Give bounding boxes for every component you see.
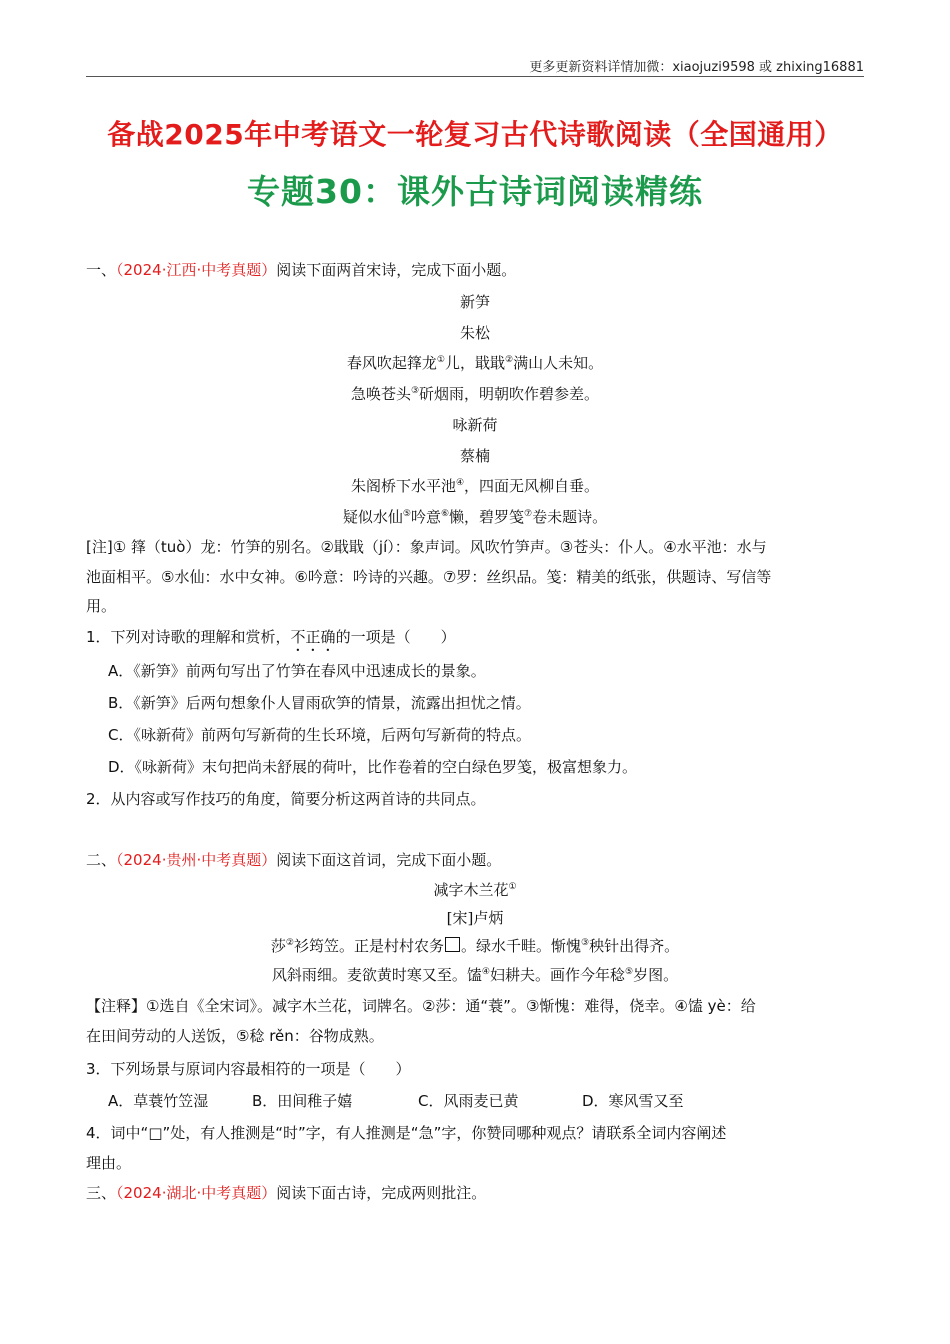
q1-option-a: A．《新笋》前两句写出了竹笋在春风中迅速成长的景象。 bbox=[108, 662, 486, 680]
section1-heading bbox=[86, 260, 864, 280]
poem1-author: 朱松 bbox=[459, 324, 490, 342]
poem2-author: 蔡楠 bbox=[459, 447, 490, 465]
section3-instruction: 阅读下面古诗，完成两则批注。 bbox=[276, 1184, 487, 1202]
section1-number: 一、 bbox=[86, 261, 117, 279]
section2-note-line2: 在田间劳动的人送饭，⑤稔 rěn：谷物成熟。 bbox=[86, 1027, 384, 1045]
section2-source: （2024·贵州·中考真题） bbox=[116, 851, 277, 869]
question-2: 2．从内容或写作技巧的角度，简要分析这两首诗的共同点。 bbox=[86, 790, 486, 808]
section1-note-line3: 用。 bbox=[86, 597, 117, 615]
sub-title: 专题30：课外古诗词阅读精练 bbox=[247, 172, 703, 211]
q1-option-c: C．《咏新荷》前两句写新荷的生长环境，后两句写新荷的特点。 bbox=[108, 726, 531, 744]
poem2-line2: 疑似水仙⑤吟意⑥懒，碧罗笺⑦卷未题诗。 bbox=[342, 508, 608, 526]
section2-instruction: 阅读下面这首词，完成下面小题。 bbox=[276, 851, 502, 869]
q1-option-d: D．《咏新荷》末句把尚未舒展的荷叶，比作卷着的空白绿色罗笺，极富想象力。 bbox=[108, 758, 638, 776]
section2-heading bbox=[86, 850, 864, 870]
ci-title: 减字木兰花① bbox=[433, 881, 517, 899]
ci-author: [宋]卢炳 bbox=[446, 909, 504, 927]
section2-note-line1: 【注释】①选自《全宋词》。减字木兰花，词牌名。②莎：通“蓑”。③惭愧：难得，侥幸。④馌 yè：给 bbox=[86, 997, 756, 1015]
emphasis-not-correct: 不正确 bbox=[290, 628, 336, 646]
question-4-line2: 理由。 bbox=[86, 1154, 132, 1172]
blank-box bbox=[445, 937, 460, 952]
poem1-line2: 急唤苍头③斫烟雨，明朝吹作碧参差。 bbox=[350, 385, 600, 403]
section3-source: （2024·湖北·中考真题） bbox=[116, 1184, 277, 1202]
section1-source: （2024·江西·中考真题） bbox=[116, 261, 277, 279]
q1-option-b: B．《新笋》后两句想象仆人冒雨砍笋的情景，流露出担忧之情。 bbox=[108, 694, 531, 712]
question-1: 1．下列对诗歌的理解和赏析，不正确的一项是（ ） bbox=[86, 628, 456, 646]
question-3: 3．下列场景与原词内容最相符的一项是（ ） bbox=[86, 1060, 411, 1078]
section1-note-line2: 池面相平。⑤水仙：水中女神。⑥吟意：吟诗的兴趣。⑦罗：丝织品。笺：精美的纸张，供题诗、写信等 bbox=[86, 568, 772, 586]
ci-line2: 风斜雨细。麦欲黄时寒又至。馌④妇耕夫。画作今年稔⑤岁图。 bbox=[271, 966, 679, 984]
main-title: 备战2025年中考语文一轮复习古代诗歌阅读（全国通用） bbox=[107, 118, 843, 151]
section1-instruction: 阅读下面两首宋诗，完成下面小题。 bbox=[276, 261, 517, 279]
ci-line1: 莎②衫筠笠。正是村村农务 。绿水千畦。惭愧③秧针出得齐。 bbox=[270, 937, 680, 955]
section3-number: 三、 bbox=[86, 1184, 117, 1202]
question-4-line1: 4．词中“□”处，有人推测是“时”字，有人推测是“急”字，你赞同哪种观点？请联系全词内容阐述 bbox=[86, 1124, 727, 1142]
q3-option-a: A．草蓑竹笠湿 bbox=[108, 1092, 209, 1110]
q3-option-d: D．寒风雪又至 bbox=[582, 1092, 684, 1110]
section1-note-line1: [注]① 箨（tuò）龙：竹笋的别名。②戢戢（jí）：象声词。风吹竹笋声。③苍头：仆人。④水平池：水与 bbox=[86, 538, 767, 556]
poem1-line1: 春风吹起箨龙①儿，戢戢②满山人未知。 bbox=[346, 354, 604, 372]
poem1-title: 新笋 bbox=[459, 293, 490, 311]
poem2-line1: 朱阁桥下水平池④，四面无风柳自垂。 bbox=[350, 477, 600, 495]
poem2-title: 咏新荷 bbox=[452, 416, 498, 434]
header-note: 更多更新资料详情加微：xiaojuzi9598 或 zhixing16881 bbox=[529, 60, 864, 75]
q3-option-b: B．田间稚子嬉 bbox=[252, 1092, 353, 1110]
q3-option-c: C．风雨麦已黄 bbox=[418, 1092, 519, 1110]
section3-heading bbox=[86, 1183, 864, 1203]
section2-number: 二、 bbox=[86, 851, 117, 869]
header-rule bbox=[86, 76, 864, 77]
